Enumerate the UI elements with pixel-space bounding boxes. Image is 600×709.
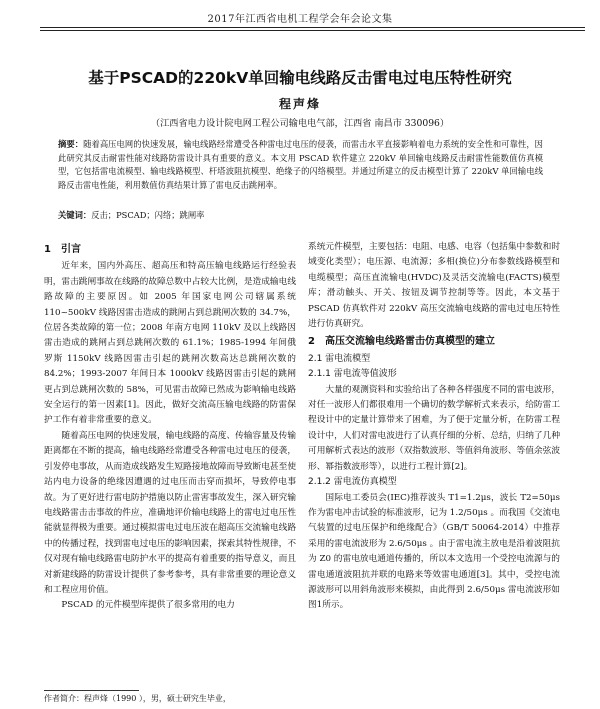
header-rule-thick	[40, 27, 585, 28]
footnote: 作者简介：程声烽（1990 ），男，硕士研究生毕业，	[44, 694, 231, 703]
intro-paragraph-1: 近年来，国内外高压、超高压和特高压输电线路运行经验表明，雷击跳闸事故在线路的故障总数中占较大比例，是造成输电线路故障的主要原因。如 2005 年国家电网公司辖属系统 110~500kV 线路因雷击造成的跳闸占到总跳闸次数的 34.7%，位居各类故障的第一位；2008 年南方电网 110kV 及以上线路因雷击造成的跳闸占到总跳闸次数的 61.1%；1985-1994 年间俄罗斯 1150kV 线路因雷击引起的跳闸次数高达总跳闸次数的 84.2%；1993-2007 年间日本 1000kV 线路因雷击引起的跳闸更占到总跳闸次数的 58%，可见雷击故障已然成为影响输电线路安全运行的第一因素[1]。因此，做好交流高压输电线路的防雷保护工作有着非常重要的意义。	[44, 261, 296, 426]
right-paragraph-3: 国际电工委员会(IEC)推荐波头 T1=1.2μs，波长 T2=50μs 作为雷电冲击试验的标准波形，记为 1.2/50μs 。而我国《交流电气装置的过电压保护和绝缘配合》（GB/T 50064-2014）中推荐采用的雷电流波形为 2.6/50μs 。由于雷电流主放电是沿着波阻抗为 Z0 的雷电放电通道传播的，所以本文选用一个受控电流源与的雷电通道波阻抗并联的电路来等效雷电通道[3]。其中，受控电流源波形可以用斜角波形来模拟，由此得到 2.6/50μs 雷电流波形如图1所示。	[308, 492, 560, 611]
section-2-heading: 2 高压交流输电线路雷击仿真模型的建立	[308, 336, 495, 348]
keywords-text: 反击；PSCAD；闪络；跳闸率	[91, 210, 205, 220]
footnote-rule	[44, 690, 139, 691]
abstract-label: 摘要：	[58, 139, 84, 149]
section-2-1-2-heading: 2.1.2 雷电流仿真模型	[308, 477, 397, 488]
paper-affiliation: （江西省电力设计院电网工程公司输电电气部，江西省 南昌市 330096）	[150, 118, 450, 129]
intro-paragraph-2: 随着高压电网的快速发展，输电线路的高度、传输容量及传输距离都在不断的提高，输电线路经常遭受各种雷电过电压的侵袭，引发停电事故，从而造成线路发生短路接地故障而导致断电甚至使站内电力设备的绝缘因遭遇的过电压而击穿而损坏，导致停电事故。为了更好进行雷电防护措施以防止雷害事故发生，深入研究输电线路雷击击事故的件应，准确地评价输电线路上的雷电过电压性能就显得极为重要。通过模拟雷电过电压波在超高压交流输电线路中的传播过程，找到雷电过电压的影响因素，探索其特性规律，不仅对现有输电线路雷电防护水平的提高有着重要的指导意义，而且对新建线路的防雷设计提供了参考参考，具有非常重要的理论意义和工程应用价值。	[44, 430, 296, 595]
section-1-heading: 1 引言	[44, 244, 81, 255]
header-rule-thin	[40, 30, 585, 31]
paper-title: 基于PSCAD的220kV单回输电线路反击雷电过电压特性研究	[88, 69, 512, 87]
section-2-1-1-heading: 2.1.1 雷电流等值波形	[308, 369, 397, 380]
running-header: 2017年江西省电机工程学会年会论文集	[207, 14, 393, 25]
right-column	[308, 240, 560, 614]
paper-author: 程声烽	[278, 97, 321, 111]
abstract	[58, 138, 543, 192]
keywords	[58, 209, 543, 221]
left-column	[44, 240, 296, 614]
abstract-text: 随着高压电网的快速发展，输电线路经常遭受各种雷电过电压的侵袭，而雷击水平直接影响着电力系统的安全性和可靠性，因此研究其反击耐雷性能对线路防雷设计具有重要的意义。本文用 PSCAD 软件建立 220kV 单回输电线路反击耐雷性能数值仿真模型，它包括雷电流模型、输电线路模型、杆塔波阻抗模型、绝缘子的闪络模型。并通过所建立的反击模型计算了 220kV 单回输电线路反击雷电性能，利用数值仿真结果计算了雷电反击跳闸率。	[58, 139, 543, 190]
right-paragraph-2: 大量的观测资料和实验给出了各种各样强度不同的雷电波形，对任一波形人们都很难用一个确切的数学解析式来表示，给防雷工程设计中的定量计算带来了困难，为了便于定量分析，在防雷工程设计中，人们对雷电波进行了认真仔细的分析、总结，归纳了几种可用解析式表达的波形（双指数波形、等值斜角波形、等值余弦波形、幂指数波形等），以进行工程计算[2]。	[308, 384, 560, 472]
section-2-1-heading: 2.1 雷电流模型	[308, 353, 371, 364]
intro-paragraph-3: PSCAD 的元件模型库提供了很多常用的电力	[61, 600, 235, 611]
right-paragraph-1: 系统元件模型，主要包括：电阻、电感、电容（包括集中参数和时域变化类型）；电压源、电流源；多相(换位)分布参数线路模型和电缆模型；高压直流输电(HVDC)及灵活交流输电(FACTS)模型库；滑动触头、开关、按钮及调节控制等等。因此，本文基于 PSCAD 仿真软件对 220kV 高压交流输电线路的雷电过电压特性进行仿真研究。	[308, 242, 560, 330]
keywords-label: 关键词：	[58, 210, 92, 220]
